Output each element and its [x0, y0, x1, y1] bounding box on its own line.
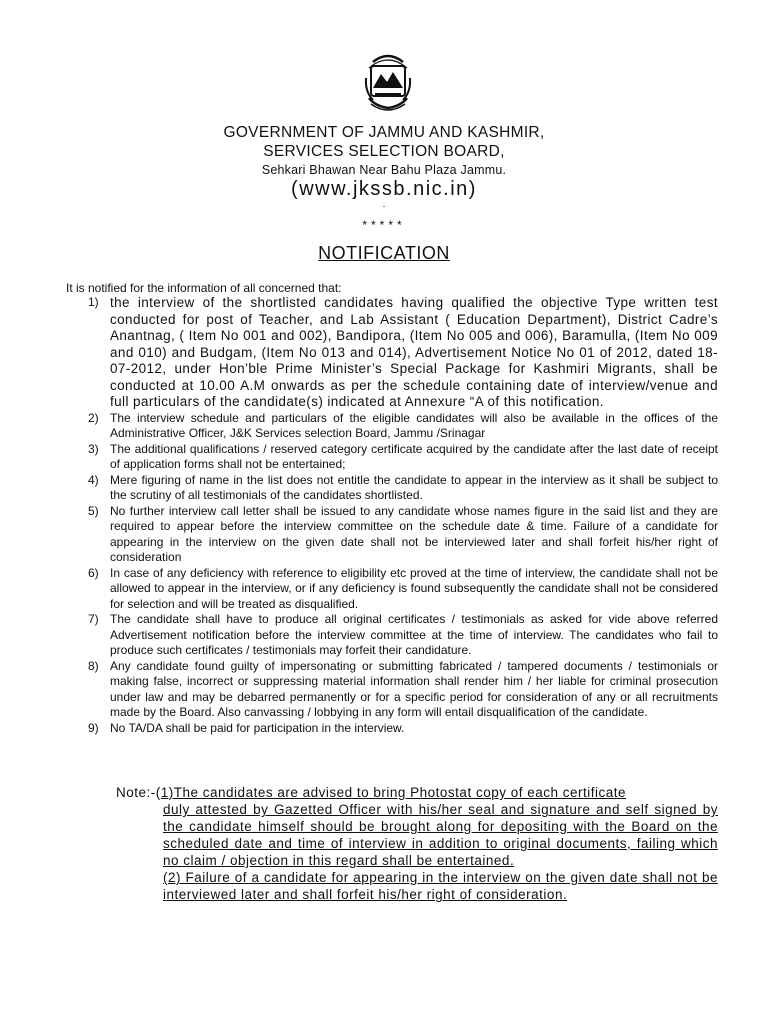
notification-items-list [88, 295, 718, 736]
note-point-2-text: (2) Failure of a candidate for appearing in the interview on the given date shall not be interviewed later and shall forfeit his/her right of consideration. [163, 870, 718, 902]
item-number: 3) [88, 441, 99, 456]
item-text: The interview schedule and particulars of the eligible candidates will also be available in the offices of the Administrative Officer, J&K Services selection Board, Jammu /Srinagar [110, 410, 718, 440]
item-text: The candidate shall have to produce all original certificates / testimonials as asked for vide above referred Advertisement notification before the interview committee at the time of interview. The candidates who fail to produce such certificates / testimonials may forfeit their candidature. [110, 612, 718, 657]
item-text: Mere figuring of name in the list does not entitle the candidate to appear in the interview as it shall be subject to the scrutiny of all testimonials of the candidates shortlisted. [110, 472, 718, 502]
item-number: 4) [88, 472, 99, 487]
board-heading: SERVICES SELECTION BOARD, [263, 143, 505, 160]
list-item [88, 565, 718, 613]
list-item [88, 295, 718, 411]
list-item [88, 410, 718, 442]
separator-dot: . [382, 199, 386, 210]
note-point-2 [116, 869, 718, 903]
item-number: 8) [88, 658, 99, 673]
star-separator: ***** [362, 218, 406, 232]
item-number: 7) [88, 612, 99, 626]
item-text: The additional qualifications / reserved category certificate acquired by the candidate after the last date of receipt of application forms shall not be entertained; [110, 441, 718, 471]
item-text: No further interview call letter shall be issued to any candidate whose names figure in the said list and they are required to appear before the interview committee on the schedule date & time. Failure of a candidate for appearing in the interview on the given date shall not be interviewed later and shall forfeit his/her right of consideration [110, 503, 718, 564]
jk-emblem-icon [363, 48, 413, 118]
government-heading: GOVERNMENT OF JAMMU AND KASHMIR, [223, 124, 545, 141]
item-text: Any candidate found guilty of impersonating or submitting fabricated / tampered documents / testimonials or making false, incorrect or suppressing material information shall render him / her liable for criminal prosecution under law and may be debarred permanently or for a specific period for consideration of any or all recruitments made by the Board. Also canvassing / lobbying in any form will entail disqualification of the candidate. [110, 658, 718, 719]
list-item [88, 472, 718, 504]
note-point-1-rest [116, 801, 718, 869]
note-prefix: Note:-( [116, 785, 161, 800]
note-point-1-start: 1)The candidates are advised to bring Photostat copy of each certificate [160, 785, 627, 800]
item-number: 6) [88, 565, 99, 580]
notification-title: NOTIFICATION [318, 243, 450, 263]
item-text: No TA/DA shall be paid for participation in the interview. [110, 720, 405, 735]
item-text: In case of any deficiency with reference to eligibility etc proved at the time of interview, the candidate shall not be allowed to appear in the interview, or if any deficiency is found subsequently the candidate shall not be considered for selection and will be treated as disqualified. [110, 565, 718, 611]
note-first-line [116, 784, 718, 801]
website-text: (www.jkssb.nic.in) [291, 178, 477, 200]
list-item [88, 658, 718, 721]
intro-text: It is notified for the information of all concerned that: [66, 281, 342, 295]
office-address: Sehkari Bhawan Near Bahu Plaza Jammu. [261, 163, 507, 177]
item-number: 2) [88, 410, 99, 425]
list-item [88, 503, 718, 566]
list-item [88, 720, 718, 737]
item-number: 1) [88, 295, 99, 309]
item-number: 9) [88, 720, 99, 735]
item-number: 5) [88, 503, 99, 518]
note-section [116, 784, 718, 903]
list-item [88, 441, 718, 473]
list-item [88, 612, 718, 659]
note-point-1-text: duly attested by Gazetted Officer with his/her seal and signature and self signed by the candidate himself should be brought along for depositing with the Board on the scheduled date and time of interview in addition to original documents, failing which no claim / objection in this regard shall be entertained. [163, 802, 718, 868]
item-text: the interview of the shortlisted candidates having qualified the objective Type written test conducted for post of Teacher, and Lab Assistant ( Education Department), District Cadre’s Anantnag, ( Item No 001 and 002), Bandipora, (Item No 005 and 006), Baramulla, (Item No 009 and 010) and Budgam, (Item No 013 and 014), Advertisement Notice No 01 of 2012, dated 18-07-2012, under Hon’ble Prime Minister’s Special Package for Kashmiri Migrants, shall be conducted at 10.00 A.M onwards as per the schedule containing date of interview/venue and full particulars of the candidate(s) indicated at Annexure “A of this notification. [110, 295, 718, 409]
